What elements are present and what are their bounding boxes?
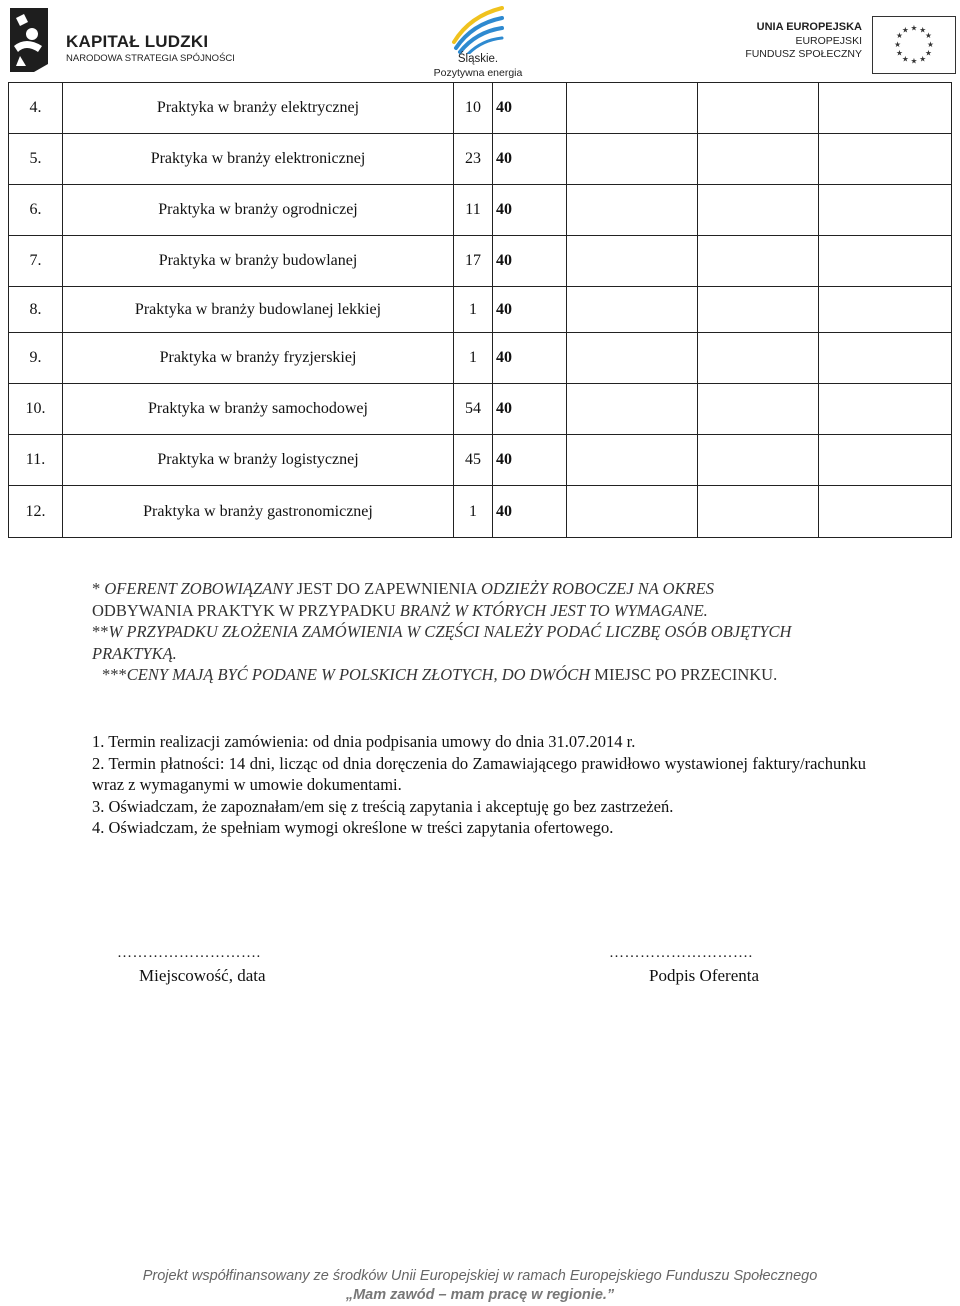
row-hours: 40 xyxy=(493,287,567,333)
note-text: JEST DO ZAPEWNIENIA xyxy=(296,579,481,598)
note-clothing xyxy=(92,578,832,621)
empty-cell xyxy=(698,486,819,538)
footnotes-block xyxy=(92,578,832,686)
svg-text:★: ★ xyxy=(925,31,932,41)
row-number: 11. xyxy=(9,435,63,486)
row-name: Praktyka w branży gastronomicznej xyxy=(63,486,454,538)
empty-cell xyxy=(698,384,819,435)
table-row xyxy=(9,287,952,333)
row-hours: 40 xyxy=(493,435,567,486)
note-prices xyxy=(92,664,832,686)
internship-table xyxy=(8,82,952,538)
row-hours: 40 xyxy=(493,236,567,287)
empty-cell xyxy=(698,134,819,185)
row-hours: 40 xyxy=(493,185,567,236)
row-name: Praktyka w branży samochodowej xyxy=(63,384,454,435)
kapital-ludzki-subtitle: NARODOWA STRATEGIA SPÓJNOŚCI xyxy=(66,53,235,64)
empty-cell xyxy=(819,384,952,435)
row-quantity: 11 xyxy=(454,185,493,236)
svg-text:★: ★ xyxy=(926,39,934,49)
empty-cell xyxy=(698,333,819,384)
empty-cell xyxy=(819,185,952,236)
term-item: 4. Oświadczam, że spełniam wymogi określone w treści zapytania ofertowego. xyxy=(92,818,614,837)
svg-text:★: ★ xyxy=(919,25,927,35)
term-item: 3. Oświadczam, że zapoznałam/em się z treścią zapytania i akceptuję go bez zastrzeżeń. xyxy=(92,796,674,816)
empty-cell xyxy=(567,287,698,333)
row-number: 5. xyxy=(9,134,63,185)
row-name: Praktyka w branży budowlanej lekkiej xyxy=(63,287,454,333)
svg-text:★: ★ xyxy=(901,25,909,35)
signature-line: ………………………. xyxy=(609,945,753,961)
page-header xyxy=(0,0,960,80)
note-marker: *** xyxy=(102,665,127,684)
term-item: 1. Termin realizacji zamówienia: od dnia podpisania umowy do dnia 31.07.2014 r. xyxy=(92,732,636,751)
empty-cell xyxy=(698,287,819,333)
empty-cell xyxy=(567,185,698,236)
empty-cell xyxy=(819,134,952,185)
empty-cell xyxy=(819,333,952,384)
svg-text:★: ★ xyxy=(910,56,918,66)
eu-flag-icon xyxy=(872,16,956,74)
note-marker: * xyxy=(92,579,105,598)
footer-project-name: „Mam zawód – mam pracę w regionie.” xyxy=(345,1287,615,1303)
row-quantity: 17 xyxy=(454,236,493,287)
kapital-ludzki-title: KAPITAŁ LUDZKI xyxy=(66,32,209,51)
note-text: MIEJSC PO PRZECINKU. xyxy=(594,665,778,684)
empty-cell xyxy=(819,287,952,333)
note-text-italic: BRANŻ W KTÓRYCH JEST TO WYMAGANE. xyxy=(399,600,708,620)
row-name: Praktyka w branży fryzjerskiej xyxy=(63,333,454,384)
row-name: Praktyka w branży elektronicznej xyxy=(63,134,454,185)
footer-cofinancing: Projekt współfinansowany ze środków Unii Europejskiej w ramach Europejskiego Funduszu Społecznego xyxy=(142,1268,818,1284)
note-text: ODBYWANIA PRAKTYK W PRZYPADKU xyxy=(92,600,400,620)
eu-line-3: FUNDUSZ SPOŁECZNY xyxy=(745,48,862,60)
kapital-ludzki-emblem-icon xyxy=(4,6,54,72)
row-hours: 40 xyxy=(493,134,567,185)
slaskie-name: Śląskie. xyxy=(457,53,499,65)
note-text-italic: W PRZYPADKU ZŁOŻENIA ZAMÓWIENIA W CZĘŚCI NALEŻY PODAĆ LICZBĘ OSÓB OBJĘTYCH PRAKTYKĄ. xyxy=(92,622,792,663)
row-name: Praktyka w branży elektrycznej xyxy=(63,83,454,134)
svg-text:★: ★ xyxy=(896,48,903,58)
empty-cell xyxy=(567,384,698,435)
svg-text:★: ★ xyxy=(910,23,918,33)
row-quantity: 10 xyxy=(454,83,493,134)
row-quantity: 1 xyxy=(454,486,493,538)
row-number: 10. xyxy=(9,384,63,435)
row-quantity: 1 xyxy=(454,333,493,384)
empty-cell xyxy=(819,435,952,486)
svg-text:★: ★ xyxy=(896,31,903,41)
term-item: 2. Termin płatności: 14 dni, licząc od dnia doręczenia do Zamawiającego prawidłowo wystawionej faktury/rachunku wraz z wymaganymi w umowie dokumentami. xyxy=(92,753,866,794)
eu-line-1: UNIA EUROPEJSKA xyxy=(756,21,862,33)
empty-cell xyxy=(698,236,819,287)
note-partial-order xyxy=(92,621,832,664)
terms-list xyxy=(92,731,866,839)
row-name: Praktyka w branży logistycznej xyxy=(63,435,454,486)
slaskie-waves-icon xyxy=(450,2,506,54)
note-text-italic: CENY MAJĄ BYĆ PODANE W POLSKICH ZŁOTYCH, DO DWÓCH xyxy=(126,665,595,684)
table-row xyxy=(9,185,952,236)
svg-text:★: ★ xyxy=(925,48,932,58)
eu-logo xyxy=(740,16,956,74)
slaskie-logo xyxy=(428,2,528,80)
empty-cell xyxy=(698,185,819,236)
table-row xyxy=(9,435,952,486)
row-hours: 40 xyxy=(493,486,567,538)
row-number: 12. xyxy=(9,486,63,538)
eu-text-block xyxy=(745,21,862,62)
table-row xyxy=(9,236,952,287)
row-number: 4. xyxy=(9,83,63,134)
table-row xyxy=(9,486,952,538)
row-hours: 40 xyxy=(493,333,567,384)
row-hours: 40 xyxy=(493,83,567,134)
note-text-italic: OFERENT ZOBOWIĄZANY xyxy=(104,579,297,598)
row-quantity: 54 xyxy=(454,384,493,435)
row-number: 9. xyxy=(9,333,63,384)
empty-cell xyxy=(567,333,698,384)
row-name: Praktyka w branży ogrodniczej xyxy=(63,185,454,236)
empty-cell xyxy=(567,486,698,538)
row-number: 6. xyxy=(9,185,63,236)
signature-label: Podpis Oferenta xyxy=(649,966,760,985)
table-row xyxy=(9,333,952,384)
note-text-italic: ODZIEŻY ROBOCZEJ NA OKRES xyxy=(481,579,714,598)
note-marker: ** xyxy=(92,622,109,641)
svg-text:★: ★ xyxy=(901,54,909,64)
eu-line-2: EUROPEJSKI xyxy=(795,34,862,47)
row-quantity: 1 xyxy=(454,287,493,333)
table-row xyxy=(9,384,952,435)
empty-cell xyxy=(567,134,698,185)
empty-cell xyxy=(698,435,819,486)
row-number: 8. xyxy=(9,287,63,333)
place-date-label: Miejscowość, data xyxy=(139,966,266,985)
empty-cell xyxy=(698,83,819,134)
table-row xyxy=(9,134,952,185)
slaskie-tagline: Pozytywna energia xyxy=(433,67,523,79)
row-name: Praktyka w branży budowlanej xyxy=(63,236,454,287)
empty-cell xyxy=(567,435,698,486)
empty-cell xyxy=(567,236,698,287)
empty-cell xyxy=(819,486,952,538)
svg-text:★: ★ xyxy=(894,39,902,49)
row-quantity: 45 xyxy=(454,435,493,486)
row-quantity: 23 xyxy=(454,134,493,185)
empty-cell xyxy=(567,83,698,134)
empty-cell xyxy=(819,236,952,287)
row-hours: 40 xyxy=(493,384,567,435)
kapital-ludzki-logo xyxy=(4,6,239,72)
svg-text:★: ★ xyxy=(919,54,927,64)
empty-cell xyxy=(819,83,952,134)
table-row xyxy=(9,83,952,134)
place-date-line: ………………………. xyxy=(117,945,261,961)
row-number: 7. xyxy=(9,236,63,287)
